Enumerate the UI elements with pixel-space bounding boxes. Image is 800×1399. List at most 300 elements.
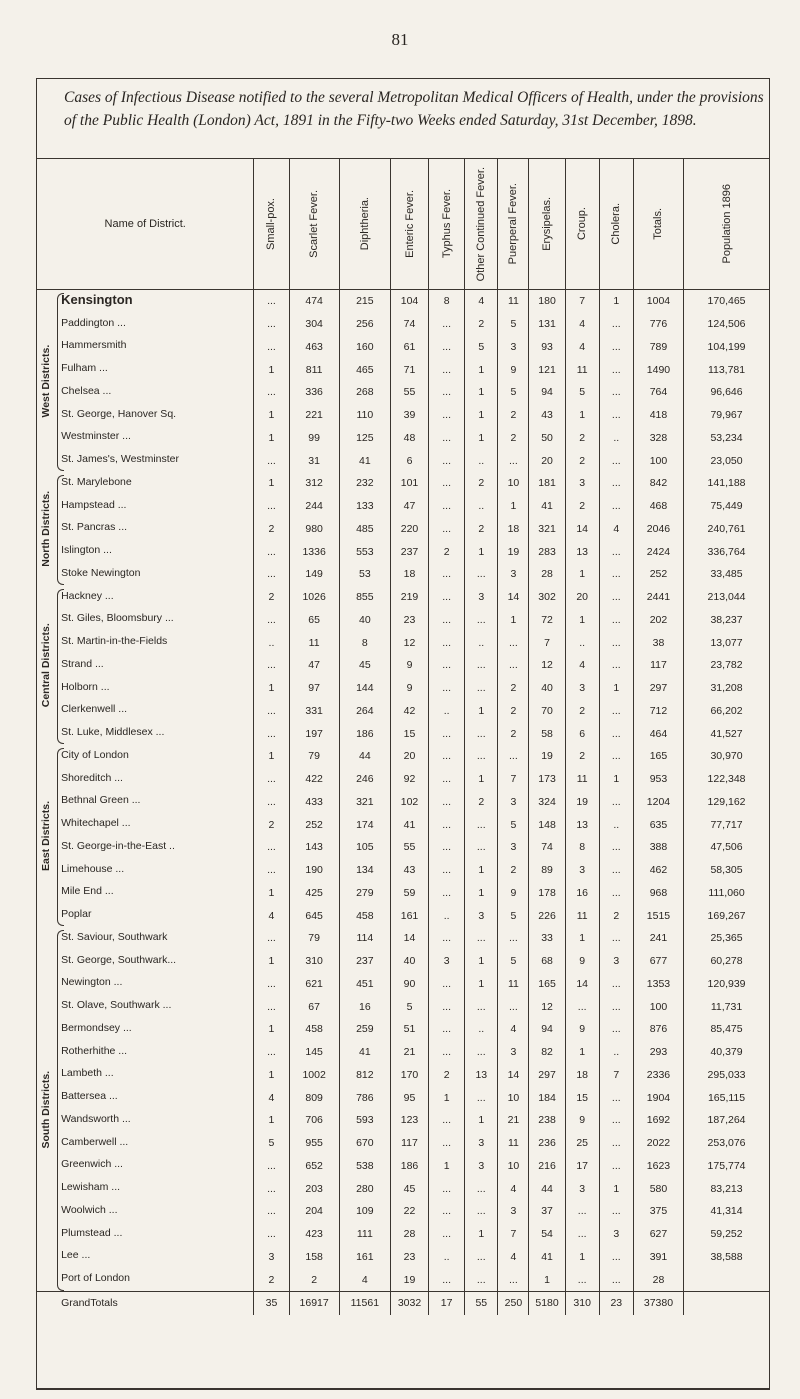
table-cell: 40,379 [684,1041,769,1064]
table-cell: ... [599,654,633,677]
table-cell: 1 [565,1041,599,1064]
table-cell: 418 [633,404,683,427]
table-cell: 463 [289,336,339,359]
table-cell: ... [498,449,529,472]
table-cell: 980 [289,518,339,541]
table-cell: 268 [339,381,390,404]
table-cell: .. [599,1041,633,1064]
table-cell: 3 [465,904,498,927]
table-cell: 776 [633,313,683,336]
table-cell: 3 [465,1132,498,1155]
table-cell: 312 [289,472,339,495]
table-cell: 40 [390,950,428,973]
group-bracket [57,293,64,472]
district-name [61,768,254,791]
table-cell: 293 [633,1041,683,1064]
table-cell: 96,646 [684,381,769,404]
district-name [61,859,254,882]
district-name-text: St. Martin-in-the-Fields [61,635,168,648]
table-row [37,1155,769,1178]
table-cell: 3 [498,836,529,859]
table-cell: 5 [390,995,428,1018]
table-row [37,1223,769,1246]
table-cell: 1336 [289,540,339,563]
table-cell: ... [429,654,465,677]
table-cell: 2 [429,1064,465,1087]
table-cell: 5 [498,313,529,336]
table-cell: 79 [289,927,339,950]
table-cell: 5 [565,381,599,404]
table-cell: 336,764 [684,540,769,563]
table-cell: ... [465,1246,498,1269]
district-name-text: Holborn ... [61,680,110,693]
table-row [37,313,769,336]
table-cell: 68 [529,950,565,973]
district-name [61,973,254,996]
table-cell: 811 [289,358,339,381]
table-row [37,336,769,359]
table-cell: 4 [498,1177,529,1200]
table-cell: 60,278 [684,950,769,973]
table-cell: ... [465,995,498,1018]
grand-totals-cell [684,1292,769,1315]
table-cell: 2 [599,904,633,927]
table-cell: ... [254,540,289,563]
table-cell: ... [429,1177,465,1200]
table-cell: 220 [390,518,428,541]
table-cell: ... [429,1041,465,1064]
table-cell: ... [599,495,633,518]
table-cell: ... [465,722,498,745]
table-cell: 45 [390,1177,428,1200]
table-cell: 181 [529,472,565,495]
group-bracket [57,475,64,585]
grand-totals-cell: 3032 [390,1292,428,1315]
table-cell: 74 [529,836,565,859]
table-cell: ... [254,563,289,586]
grand-totals-cell: 11561 [339,1292,390,1315]
table-cell: ... [429,745,465,768]
district-name-text: Camberwell ... [61,1135,129,1148]
district-name-text: St. Luke, Middlesex ... [61,726,165,739]
table-cell: ... [465,1177,498,1200]
table-cell: 809 [289,1086,339,1109]
table-cell: 706 [289,1109,339,1132]
table-cell: 283 [529,540,565,563]
column-header-label: Croup. [576,207,589,241]
table-cell: 85,475 [684,1018,769,1041]
table-cell: ... [429,563,465,586]
table-cell: 165 [633,745,683,768]
table-cell: 2 [465,518,498,541]
table-cell: 117 [390,1132,428,1155]
table-cell: 538 [339,1155,390,1178]
table-cell: 11 [565,358,599,381]
table-cell: 186 [390,1155,428,1178]
table-cell: ... [254,973,289,996]
grand-totals-row [37,1292,769,1315]
table-cell: 677 [633,950,683,973]
district-name-text: Paddington ... [61,316,126,329]
table-cell: 842 [633,472,683,495]
table-cell: ... [429,495,465,518]
table-cell: 321 [529,518,565,541]
table-cell: 14 [498,1064,529,1087]
table-cell: 10 [498,1155,529,1178]
table-cell: ... [429,518,465,541]
table-cell: 9 [390,654,428,677]
table-cell: 53,234 [684,427,769,450]
table-row [37,404,769,427]
table-cell: ... [429,995,465,1018]
table-cell: ... [599,700,633,723]
table-cell: 9 [565,1018,599,1041]
table-cell: ... [565,1223,599,1246]
table-cell: 25,365 [684,927,769,950]
table-cell: 41,314 [684,1200,769,1223]
table-cell: ... [599,563,633,586]
table-cell: 41,527 [684,722,769,745]
district-name [61,654,254,677]
table-cell: 11 [565,768,599,791]
table-cell: 43 [529,404,565,427]
district-name [61,290,254,313]
table-cell: 425 [289,882,339,905]
district-name [61,1200,254,1223]
district-name-text: St. James's, Westminster [61,453,180,466]
table-cell: 158 [289,1246,339,1269]
table-cell: 968 [633,882,683,905]
table-cell: ... [465,1041,498,1064]
table-cell: 7 [529,631,565,654]
district-name-text: Battersea ... [61,1090,118,1103]
table-cell: 2 [565,449,599,472]
table-cell: 433 [289,791,339,814]
table-cell: 876 [633,1018,683,1041]
table-cell: 462 [633,859,683,882]
table-cell: 232 [339,472,390,495]
district-name-text: Bermondsey ... [61,1021,132,1034]
table-cell: 5 [498,381,529,404]
table-cell: 92 [390,768,428,791]
table-cell: 2336 [633,1064,683,1087]
table-cell: .. [465,449,498,472]
table-cell: 14 [565,518,599,541]
table-cell: 13 [565,540,599,563]
table-cell: ... [599,745,633,768]
table-cell: 1 [254,745,289,768]
table-cell: 90 [390,973,428,996]
column-header [633,159,683,290]
district-name [61,313,254,336]
group-bracket [57,930,64,1291]
table-row [37,904,769,927]
table-cell: 197 [289,722,339,745]
table-cell: 464 [633,722,683,745]
table-cell: ... [599,336,633,359]
table-cell: 70 [529,700,565,723]
table-cell: 627 [633,1223,683,1246]
table-cell: 11 [498,973,529,996]
table-cell: 8 [339,631,390,654]
table-cell: 2441 [633,586,683,609]
table-cell: 19 [498,540,529,563]
table-cell: 219 [390,586,428,609]
table-cell: .. [429,904,465,927]
district-name-text: Poplar [61,908,92,921]
table-cell: 47 [390,495,428,518]
table-cell: 41 [529,495,565,518]
table-cell: ... [465,654,498,677]
grand-totals-cell: 23 [599,1292,633,1315]
table-cell: 244 [289,495,339,518]
table-cell: ... [599,1132,633,1155]
table-cell: 2 [254,586,289,609]
table-cell: ... [254,495,289,518]
district-name [61,1109,254,1132]
table-cell: 2 [498,722,529,745]
table-cell: ... [254,700,289,723]
district-name-text: Limehouse ... [61,862,125,875]
table-cell: 1 [465,358,498,381]
table-cell: 465 [339,358,390,381]
table-cell: 2 [465,791,498,814]
table-cell [684,1268,769,1291]
table-row [37,518,769,541]
grand-totals-cell: 250 [498,1292,529,1315]
table-cell: 99 [289,427,339,450]
table-cell: 216 [529,1155,565,1178]
table-cell: ... [254,859,289,882]
table-cell: 388 [633,836,683,859]
table-row [37,927,769,950]
table-cell: 1515 [633,904,683,927]
table-cell: ... [465,609,498,632]
table-cell: ... [254,927,289,950]
table-cell: 38,588 [684,1246,769,1269]
table-cell: 321 [339,791,390,814]
grand-totals-cell: 37380 [633,1292,683,1315]
table-cell: 55 [390,836,428,859]
table-cell: 144 [339,677,390,700]
table-cell: 79,967 [684,404,769,427]
table-cell: 160 [339,336,390,359]
table-cell: 161 [339,1246,390,1269]
table-cell: 94 [529,1018,565,1041]
district-name-text: City of London [61,748,129,761]
grand-totals-cell: 5180 [529,1292,565,1315]
district-name-text: St. Saviour, Southwark [61,930,168,943]
district-name-text: St. Pancras ... [61,521,128,534]
table-cell: 11,731 [684,995,769,1018]
table-cell: 41 [339,1041,390,1064]
table-cell: ... [599,791,633,814]
table-cell: 215 [339,290,390,313]
district-name-text: Hampstead ... [61,498,127,511]
table-cell: 259 [339,1018,390,1041]
table-cell: 3 [565,677,599,700]
district-name-text: Rotherhithe ... [61,1044,128,1057]
district-name [61,677,254,700]
table-cell: ... [599,1200,633,1223]
district-name [61,563,254,586]
table-cell: 79 [289,745,339,768]
table-cell: ... [498,745,529,768]
table-cell: 458 [339,904,390,927]
table-cell: 104 [390,290,428,313]
table-cell: 789 [633,336,683,359]
table-cell: 252 [289,813,339,836]
table-cell: 3 [498,791,529,814]
table-cell: 670 [339,1132,390,1155]
table-cell: ... [254,791,289,814]
table-row [37,631,769,654]
table-cell: .. [565,631,599,654]
table-cell: ... [429,722,465,745]
table-cell: 133 [339,495,390,518]
district-name-text: St. Giles, Bloomsbury ... [61,612,174,625]
district-name [61,1064,254,1087]
table-cell: 1692 [633,1109,683,1132]
table-row [37,1177,769,1200]
table-row [37,563,769,586]
table-cell: 40 [339,609,390,632]
table-cell: 3 [498,1200,529,1223]
table-cell: 143 [289,836,339,859]
table-cell: ... [498,631,529,654]
table-cell: 297 [529,1064,565,1087]
table-cell: 2 [565,700,599,723]
table-cell: 23 [390,1246,428,1269]
table-cell: 336 [289,381,339,404]
district-name-text: Wandsworth ... [61,1112,131,1125]
table-cell: 67 [289,995,339,1018]
table-row [37,677,769,700]
table-cell: 109 [339,1200,390,1223]
table-cell: 310 [289,950,339,973]
table-cell: ... [429,1223,465,1246]
district-name [61,586,254,609]
district-name [61,472,254,495]
table-cell: 240,761 [684,518,769,541]
table-row [37,859,769,882]
table-cell: 2 [498,700,529,723]
column-header [684,159,769,290]
table-cell: ... [254,995,289,1018]
column-header-label: Totals. [652,208,665,240]
table-cell: 1 [465,540,498,563]
table-cell: 23,782 [684,654,769,677]
table-cell: 5 [498,813,529,836]
table-cell: 37 [529,1200,565,1223]
district-name-text: Mile End ... [61,885,114,898]
table-cell: 3 [498,563,529,586]
table-cell: 14 [390,927,428,950]
table-cell: 474 [289,290,339,313]
table-cell: 48 [390,427,428,450]
table-cell: 4 [254,904,289,927]
table-cell: 71 [390,358,428,381]
table-cell: 1 [465,427,498,450]
table-cell: 635 [633,813,683,836]
table-cell: 12 [529,995,565,1018]
table-cell: 3 [599,1223,633,1246]
table-cell: ... [599,1246,633,1269]
table-cell: 1 [254,882,289,905]
table-cell: 1 [565,609,599,632]
table-cell: 297 [633,677,683,700]
district-name-text: Greenwich ... [61,1158,123,1171]
table-cell: 58 [529,722,565,745]
table-cell: ... [254,654,289,677]
table-cell: 1 [254,1018,289,1041]
table-cell: 19 [529,745,565,768]
table-cell: 111 [339,1223,390,1246]
table-cell: ... [429,1132,465,1155]
district-name [61,700,254,723]
table-cell: 44 [529,1177,565,1200]
table-cell: 1 [498,495,529,518]
district-name [61,609,254,632]
table-cell: 1 [465,700,498,723]
district-name [61,1177,254,1200]
table-row [37,609,769,632]
table-cell: 17 [565,1155,599,1178]
table-cell: ... [465,563,498,586]
table-cell: ... [429,677,465,700]
table-cell: 33 [529,927,565,950]
table-cell: ... [599,631,633,654]
table-cell: ... [465,1086,498,1109]
table-cell: 28 [633,1268,683,1291]
table-cell: 1 [465,381,498,404]
table-cell: 5 [498,950,529,973]
table-cell: 246 [339,768,390,791]
table-cell: 9 [565,1109,599,1132]
table-cell: 25 [565,1132,599,1155]
table-cell: 178 [529,882,565,905]
table-cell: 148 [529,813,565,836]
table-cell: 120,939 [684,973,769,996]
table-cell: 54 [529,1223,565,1246]
column-header-label: Diphtheria. [358,197,371,251]
table-cell: 391 [633,1246,683,1269]
district-name-text: Plumstead ... [61,1226,123,1239]
district-name [61,791,254,814]
table-cell: 1 [254,677,289,700]
table-cell: 22 [390,1200,428,1223]
table-cell: 77,717 [684,813,769,836]
table-cell: .. [599,427,633,450]
table-row [37,1132,769,1155]
table-cell: 1353 [633,973,683,996]
table-cell: ... [429,768,465,791]
table-cell: 1 [565,927,599,950]
table-row [37,1246,769,1269]
table-cell: 41 [390,813,428,836]
table-cell: 5 [254,1132,289,1155]
table-cell: 2 [565,745,599,768]
table-cell: 1 [465,882,498,905]
table-cell: 11 [565,904,599,927]
table-cell: 1 [599,1177,633,1200]
grand-totals-cell: 17 [429,1292,465,1315]
table-cell: 1 [565,1246,599,1269]
table-cell: 1 [498,609,529,632]
table-cell: 2424 [633,540,683,563]
table-cell: 236 [529,1132,565,1155]
column-header-label: Small-pox. [265,198,278,250]
